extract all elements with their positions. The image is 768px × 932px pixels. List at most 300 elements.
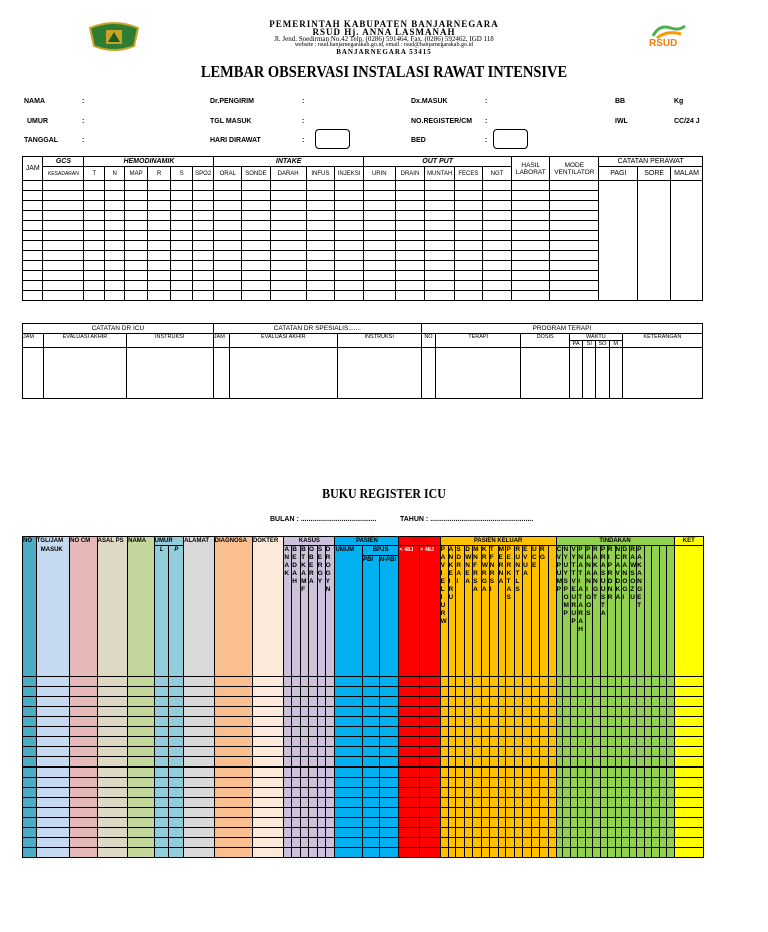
observation-cell[interactable] — [335, 181, 364, 191]
observation-cell[interactable] — [242, 201, 271, 211]
observation-cell[interactable] — [43, 281, 84, 291]
observation-cell[interactable] — [171, 291, 193, 301]
observation-cell[interactable] — [482, 241, 512, 251]
observation-cell[interactable] — [171, 281, 193, 291]
register-cell[interactable] — [168, 847, 184, 858]
observation-cell[interactable] — [43, 241, 84, 251]
observation-cell[interactable] — [550, 281, 599, 291]
observation-cell[interactable] — [125, 231, 148, 241]
observation-cell[interactable] — [395, 271, 425, 281]
pasien-keluar-subcol: S D R A I — [455, 545, 465, 677]
observation-cell[interactable] — [425, 201, 455, 211]
observation-cell[interactable] — [425, 251, 455, 261]
observation-cell[interactable] — [104, 231, 124, 241]
observation-cell[interactable] — [23, 191, 43, 201]
observation-cell[interactable] — [214, 221, 242, 231]
observation-cell[interactable] — [395, 281, 425, 291]
register-cell[interactable] — [69, 847, 98, 858]
observation-cell[interactable] — [171, 201, 193, 211]
observation-cell[interactable] — [363, 281, 395, 291]
register-cell[interactable] — [36, 847, 70, 858]
observation-cell[interactable] — [214, 271, 242, 281]
observation-cell[interactable] — [125, 181, 148, 191]
observation-cell[interactable] — [43, 271, 84, 281]
observation-cell[interactable] — [125, 251, 148, 261]
observation-cell[interactable] — [306, 271, 335, 281]
observation-cell[interactable] — [104, 241, 124, 251]
observation-cell[interactable] — [482, 251, 512, 261]
observation-cell[interactable] — [171, 191, 193, 201]
register-cell[interactable] — [419, 847, 441, 858]
observation-cell[interactable] — [482, 191, 512, 201]
register-cell[interactable] — [362, 847, 380, 858]
observation-cell[interactable] — [84, 211, 104, 221]
observation-cell[interactable] — [23, 211, 43, 221]
observation-cell[interactable] — [482, 291, 512, 301]
observation-cell[interactable] — [395, 211, 425, 221]
kasus-subcol: B T K A M F — [300, 545, 309, 677]
register-cell[interactable] — [97, 847, 128, 858]
observation-cell[interactable] — [192, 191, 214, 201]
observation-cell[interactable] — [425, 221, 455, 231]
observation-cell[interactable] — [270, 271, 306, 281]
observation-cell[interactable] — [104, 291, 124, 301]
observation-cell[interactable] — [306, 191, 335, 201]
observation-cell[interactable] — [550, 211, 599, 221]
observation-cell[interactable] — [425, 191, 455, 201]
observation-cell[interactable] — [550, 231, 599, 241]
observation-cell[interactable] — [84, 251, 104, 261]
observation-cell[interactable] — [306, 251, 335, 261]
label-nama: NAMA — [24, 98, 45, 105]
observation-cell[interactable] — [395, 231, 425, 241]
observation-cell[interactable] — [214, 231, 242, 241]
observation-cell[interactable] — [242, 221, 271, 231]
col-intake: INTAKE — [214, 157, 363, 167]
register-col-kasus: KASUS — [283, 536, 335, 546]
observation-cell[interactable] — [104, 271, 124, 281]
observation-cell[interactable] — [512, 261, 550, 271]
observation-cell[interactable] — [425, 291, 455, 301]
observation-cell[interactable] — [425, 211, 455, 221]
observation-cell[interactable] — [270, 241, 306, 251]
observation-cell[interactable] — [125, 211, 148, 221]
observation-cell[interactable] — [306, 231, 335, 241]
pasien-keluar-subcol: E V U A — [522, 545, 532, 677]
observation-cell[interactable] — [363, 261, 395, 271]
observation-cell[interactable] — [482, 261, 512, 271]
observation-cell[interactable] — [395, 201, 425, 211]
observation-cell[interactable] — [270, 211, 306, 221]
observation-cell[interactable] — [270, 191, 306, 201]
observation-cell[interactable] — [482, 221, 512, 231]
observation-cell[interactable] — [214, 181, 242, 191]
observation-cell[interactable] — [84, 291, 104, 301]
observation-cell[interactable] — [425, 231, 455, 241]
observation-cell[interactable] — [242, 271, 271, 281]
observation-cell[interactable] — [270, 231, 306, 241]
observation-cell[interactable] — [455, 291, 483, 301]
observation-cell[interactable] — [104, 191, 124, 201]
observation-cell[interactable] — [43, 291, 84, 301]
observation-cell[interactable] — [306, 241, 335, 251]
observation-cell[interactable] — [671, 181, 703, 301]
observation-cell[interactable] — [192, 211, 214, 221]
observation-cell[interactable] — [335, 191, 364, 201]
observation-cell[interactable] — [512, 201, 550, 211]
observation-cell[interactable] — [306, 291, 335, 301]
observation-cell[interactable] — [242, 241, 271, 251]
register-cell[interactable] — [674, 847, 704, 858]
observation-cell[interactable] — [104, 251, 124, 261]
observation-cell[interactable] — [335, 281, 364, 291]
observation-cell[interactable] — [512, 281, 550, 291]
observation-cell[interactable] — [84, 181, 104, 191]
observation-cell[interactable] — [242, 281, 271, 291]
observation-cell[interactable] — [335, 211, 364, 221]
observation-cell[interactable] — [43, 231, 84, 241]
observation-cell[interactable] — [550, 201, 599, 211]
observation-cell[interactable] — [104, 221, 124, 231]
observation-cell[interactable] — [84, 201, 104, 211]
col-feces: FECES — [455, 167, 483, 181]
observation-cell[interactable] — [425, 261, 455, 271]
observation-cell[interactable] — [363, 241, 395, 251]
observation-cell[interactable] — [306, 211, 335, 221]
col-s: S — [171, 167, 193, 181]
observation-cell[interactable] — [550, 261, 599, 271]
observation-cell[interactable] — [335, 251, 364, 261]
observation-cell[interactable] — [455, 241, 483, 251]
observation-cell[interactable] — [395, 291, 425, 301]
observation-cell[interactable] — [270, 221, 306, 231]
observation-cell[interactable] — [550, 251, 599, 261]
observation-cell[interactable] — [43, 191, 84, 201]
observation-cell[interactable] — [147, 201, 171, 211]
observation-cell[interactable] — [306, 221, 335, 231]
observation-cell[interactable] — [84, 281, 104, 291]
col-so: SO — [596, 341, 609, 348]
tindakan-subcol: P A K A N G E T — [636, 545, 645, 677]
observation-cell[interactable] — [147, 281, 171, 291]
observation-cell[interactable] — [306, 201, 335, 211]
observation-cell[interactable] — [455, 251, 483, 261]
observation-cell[interactable] — [23, 281, 43, 291]
observation-cell[interactable] — [125, 201, 148, 211]
observation-cell[interactable] — [84, 191, 104, 201]
register-cell[interactable] — [252, 847, 284, 858]
observation-cell[interactable] — [23, 261, 43, 271]
observation-cell[interactable] — [192, 271, 214, 281]
observation-cell[interactable] — [425, 271, 455, 281]
hari-dirawat-box[interactable] — [315, 129, 350, 149]
observation-cell[interactable] — [214, 281, 242, 291]
observation-cell[interactable] — [395, 181, 425, 191]
observation-cell[interactable] — [23, 181, 43, 191]
observation-cell[interactable] — [455, 201, 483, 211]
observation-cell[interactable] — [171, 261, 193, 271]
observation-cell[interactable] — [335, 201, 364, 211]
label-kg: Kg — [674, 98, 684, 105]
register-col-tindakan: TINDAKAN — [556, 536, 675, 546]
observation-cell[interactable] — [242, 251, 271, 261]
observation-cell[interactable] — [363, 291, 395, 301]
observation-cell[interactable] — [363, 231, 395, 241]
observation-cell[interactable] — [84, 241, 104, 251]
observation-cell[interactable] — [455, 191, 483, 201]
observation-cell[interactable] — [363, 181, 395, 191]
observation-cell[interactable] — [147, 241, 171, 251]
observation-cell[interactable] — [306, 261, 335, 271]
register-cell[interactable] — [334, 847, 363, 858]
observation-cell[interactable] — [192, 181, 214, 191]
observation-cell[interactable] — [23, 201, 43, 211]
observation-cell[interactable] — [455, 221, 483, 231]
register-cell[interactable] — [379, 847, 400, 858]
rsud-logo — [645, 22, 693, 52]
observation-cell[interactable] — [455, 231, 483, 241]
register-col-asal: ASAL PS — [97, 536, 128, 677]
observation-cell[interactable] — [125, 291, 148, 301]
observation-cell[interactable] — [104, 281, 124, 291]
observation-cell[interactable] — [125, 191, 148, 201]
observation-cell[interactable] — [599, 181, 638, 301]
observation-cell[interactable] — [550, 191, 599, 201]
observation-cell[interactable] — [306, 281, 335, 291]
observation-cell[interactable] — [482, 201, 512, 211]
observation-cell[interactable] — [306, 181, 335, 191]
observation-cell[interactable] — [147, 251, 171, 261]
observation-cell[interactable] — [270, 261, 306, 271]
observation-cell[interactable] — [125, 241, 148, 251]
observation-cell[interactable] — [270, 201, 306, 211]
observation-cell[interactable] — [171, 211, 193, 221]
label-umur: UMUR — [27, 118, 48, 125]
observation-cell[interactable] — [512, 231, 550, 241]
observation-cell[interactable] — [23, 251, 43, 261]
observation-cell[interactable] — [214, 251, 242, 261]
observation-cell[interactable] — [147, 181, 171, 191]
col-infus: INFUS — [306, 167, 335, 181]
observation-cell[interactable] — [242, 191, 271, 201]
observation-cell[interactable] — [84, 221, 104, 231]
observation-cell[interactable] — [335, 271, 364, 281]
observation-cell[interactable] — [192, 241, 214, 251]
observation-cell[interactable] — [23, 291, 43, 301]
observation-cell[interactable] — [171, 271, 193, 281]
colon: : — [302, 98, 305, 105]
observation-cell[interactable] — [335, 291, 364, 301]
observation-cell[interactable] — [455, 261, 483, 271]
observation-cell[interactable] — [363, 201, 395, 211]
tahun-field[interactable]: TAHUN : ..................................................... — [400, 516, 534, 523]
observation-cell[interactable] — [638, 181, 671, 301]
observation-cell[interactable] — [147, 291, 171, 301]
col-urin: URIN — [363, 167, 395, 181]
observation-cell[interactable] — [147, 211, 171, 221]
header-line4: website : rsud.banjarnegarakab.go.id, email : rsud@banjarnegarakab.go.id — [294, 42, 474, 48]
observation-cell[interactable] — [512, 211, 550, 221]
colon: : — [82, 98, 85, 105]
observation-cell[interactable] — [214, 191, 242, 201]
observation-cell[interactable] — [214, 291, 242, 301]
observation-cell[interactable] — [125, 261, 148, 271]
observation-cell[interactable] — [171, 181, 193, 191]
observation-cell[interactable] — [512, 271, 550, 281]
observation-cell[interactable] — [455, 211, 483, 221]
col-muntah: MUNTAH — [425, 167, 455, 181]
observation-cell[interactable] — [214, 211, 242, 221]
register-cell[interactable] — [398, 847, 420, 858]
observation-cell[interactable] — [395, 261, 425, 271]
observation-cell[interactable] — [425, 281, 455, 291]
tindakan-subcol: V Y T T V E U R U P — [570, 545, 578, 677]
observation-cell[interactable] — [147, 271, 171, 281]
observation-cell[interactable] — [104, 211, 124, 221]
observation-cell[interactable] — [192, 231, 214, 241]
observation-cell[interactable] — [23, 221, 43, 231]
observation-cell[interactable] — [125, 271, 148, 281]
observation-cell[interactable] — [147, 231, 171, 241]
observation-cell[interactable] — [550, 271, 599, 281]
observation-cell[interactable] — [395, 251, 425, 261]
observation-cell[interactable] — [147, 261, 171, 271]
col-catatan-perawat: CATATAN PERAWAT — [599, 157, 703, 167]
observation-cell[interactable] — [335, 231, 364, 241]
observation-cell[interactable] — [104, 261, 124, 271]
col-instruksi: INSTRUKSI — [337, 334, 421, 348]
observation-cell[interactable] — [171, 241, 193, 251]
observation-cell[interactable] — [171, 231, 193, 241]
observation-cell[interactable] — [363, 251, 395, 261]
observation-cell[interactable] — [363, 211, 395, 221]
observation-cell[interactable] — [482, 211, 512, 221]
observation-cell[interactable] — [482, 281, 512, 291]
observation-cell[interactable] — [550, 221, 599, 231]
observation-cell[interactable] — [147, 221, 171, 231]
observation-cell[interactable] — [23, 241, 43, 251]
observation-cell[interactable] — [335, 241, 364, 251]
observation-cell[interactable] — [214, 201, 242, 211]
observation-cell[interactable] — [512, 291, 550, 301]
observation-cell[interactable] — [43, 251, 84, 261]
observation-cell[interactable] — [395, 191, 425, 201]
observation-cell[interactable] — [363, 221, 395, 231]
pasien-keluar-subcol: K R W R G A — [481, 545, 490, 677]
register-cell[interactable] — [183, 847, 214, 858]
observation-cell[interactable] — [270, 181, 306, 191]
observation-cell[interactable] — [242, 291, 271, 301]
observation-cell[interactable] — [455, 181, 483, 191]
observation-cell[interactable] — [395, 241, 425, 251]
observation-cell[interactable] — [192, 261, 214, 271]
observation-cell[interactable] — [482, 231, 512, 241]
observation-cell[interactable] — [147, 191, 171, 201]
observation-cell[interactable] — [84, 271, 104, 281]
observation-cell[interactable] — [425, 181, 455, 191]
observation-cell[interactable] — [125, 221, 148, 231]
observation-cell[interactable] — [363, 271, 395, 281]
observation-cell[interactable] — [171, 251, 193, 261]
label-hari-dirawat: HARI DIRAWAT — [210, 137, 261, 144]
observation-cell[interactable] — [512, 251, 550, 261]
register-cell[interactable] — [154, 847, 170, 858]
observation-cell[interactable] — [23, 271, 43, 281]
observation-cell[interactable] — [455, 271, 483, 281]
header-line2: RSUD Hj. ANNA LASMANAH — [312, 27, 456, 37]
observation-cell[interactable] — [550, 241, 599, 251]
observation-cell[interactable] — [335, 261, 364, 271]
observation-cell[interactable] — [550, 181, 599, 191]
observation-cell[interactable] — [43, 221, 84, 231]
observation-cell[interactable] — [512, 221, 550, 231]
observation-cell[interactable] — [214, 261, 242, 271]
col-waktu: WAKTU — [570, 334, 623, 341]
observation-cell[interactable] — [363, 191, 395, 201]
observation-cell[interactable] — [104, 201, 124, 211]
colon: : — [302, 118, 305, 125]
register-cell[interactable] — [22, 847, 37, 858]
observation-cell[interactable] — [125, 281, 148, 291]
observation-cell[interactable] — [512, 241, 550, 251]
observation-cell[interactable] — [192, 291, 214, 301]
observation-cell[interactable] — [214, 241, 242, 251]
observation-cell[interactable] — [425, 241, 455, 251]
observation-cell[interactable] — [455, 281, 483, 291]
col-m: M — [609, 341, 622, 348]
observation-cell[interactable] — [482, 181, 512, 191]
observation-cell[interactable] — [84, 261, 104, 271]
bulan-field[interactable]: BULAN : ....................................... — [270, 516, 377, 523]
observation-table — [22, 156, 703, 301]
col-no: NO — [421, 334, 435, 348]
bed-box[interactable] — [493, 129, 528, 149]
observation-cell[interactable] — [43, 261, 84, 271]
observation-cell[interactable] — [242, 211, 271, 221]
observation-cell[interactable] — [395, 221, 425, 231]
observation-cell[interactable] — [43, 181, 84, 191]
observation-cell[interactable] — [270, 281, 306, 291]
observation-cell[interactable] — [192, 281, 214, 291]
observation-cell[interactable] — [270, 291, 306, 301]
observation-cell[interactable] — [192, 221, 214, 231]
observation-cell[interactable] — [84, 231, 104, 241]
register-cell[interactable] — [127, 847, 155, 858]
observation-cell[interactable] — [171, 221, 193, 231]
kasus-subcol: B E D A H — [291, 545, 301, 677]
observation-cell[interactable] — [242, 231, 271, 241]
observation-cell[interactable] — [242, 261, 271, 271]
observation-cell[interactable] — [192, 201, 214, 211]
observation-cell[interactable] — [482, 271, 512, 281]
observation-cell[interactable] — [550, 291, 599, 301]
colon: : — [82, 137, 85, 144]
register-col-diagnosa: DIAGNOSA — [214, 536, 253, 677]
col-evaluasi: EVALUASI AKHIR — [44, 334, 126, 348]
observation-cell[interactable] — [335, 221, 364, 231]
observation-cell[interactable] — [270, 251, 306, 261]
observation-cell[interactable] — [512, 191, 550, 201]
observation-cell[interactable] — [242, 181, 271, 191]
observation-cell[interactable] — [43, 211, 84, 221]
register-col-umur: UMUR — [154, 536, 184, 546]
register-cell[interactable] — [214, 847, 253, 858]
observation-cell[interactable] — [43, 201, 84, 211]
observation-cell[interactable] — [23, 231, 43, 241]
observation-cell[interactable] — [512, 181, 550, 191]
observation-cell[interactable] — [104, 181, 124, 191]
observation-cell[interactable] — [192, 251, 214, 261]
